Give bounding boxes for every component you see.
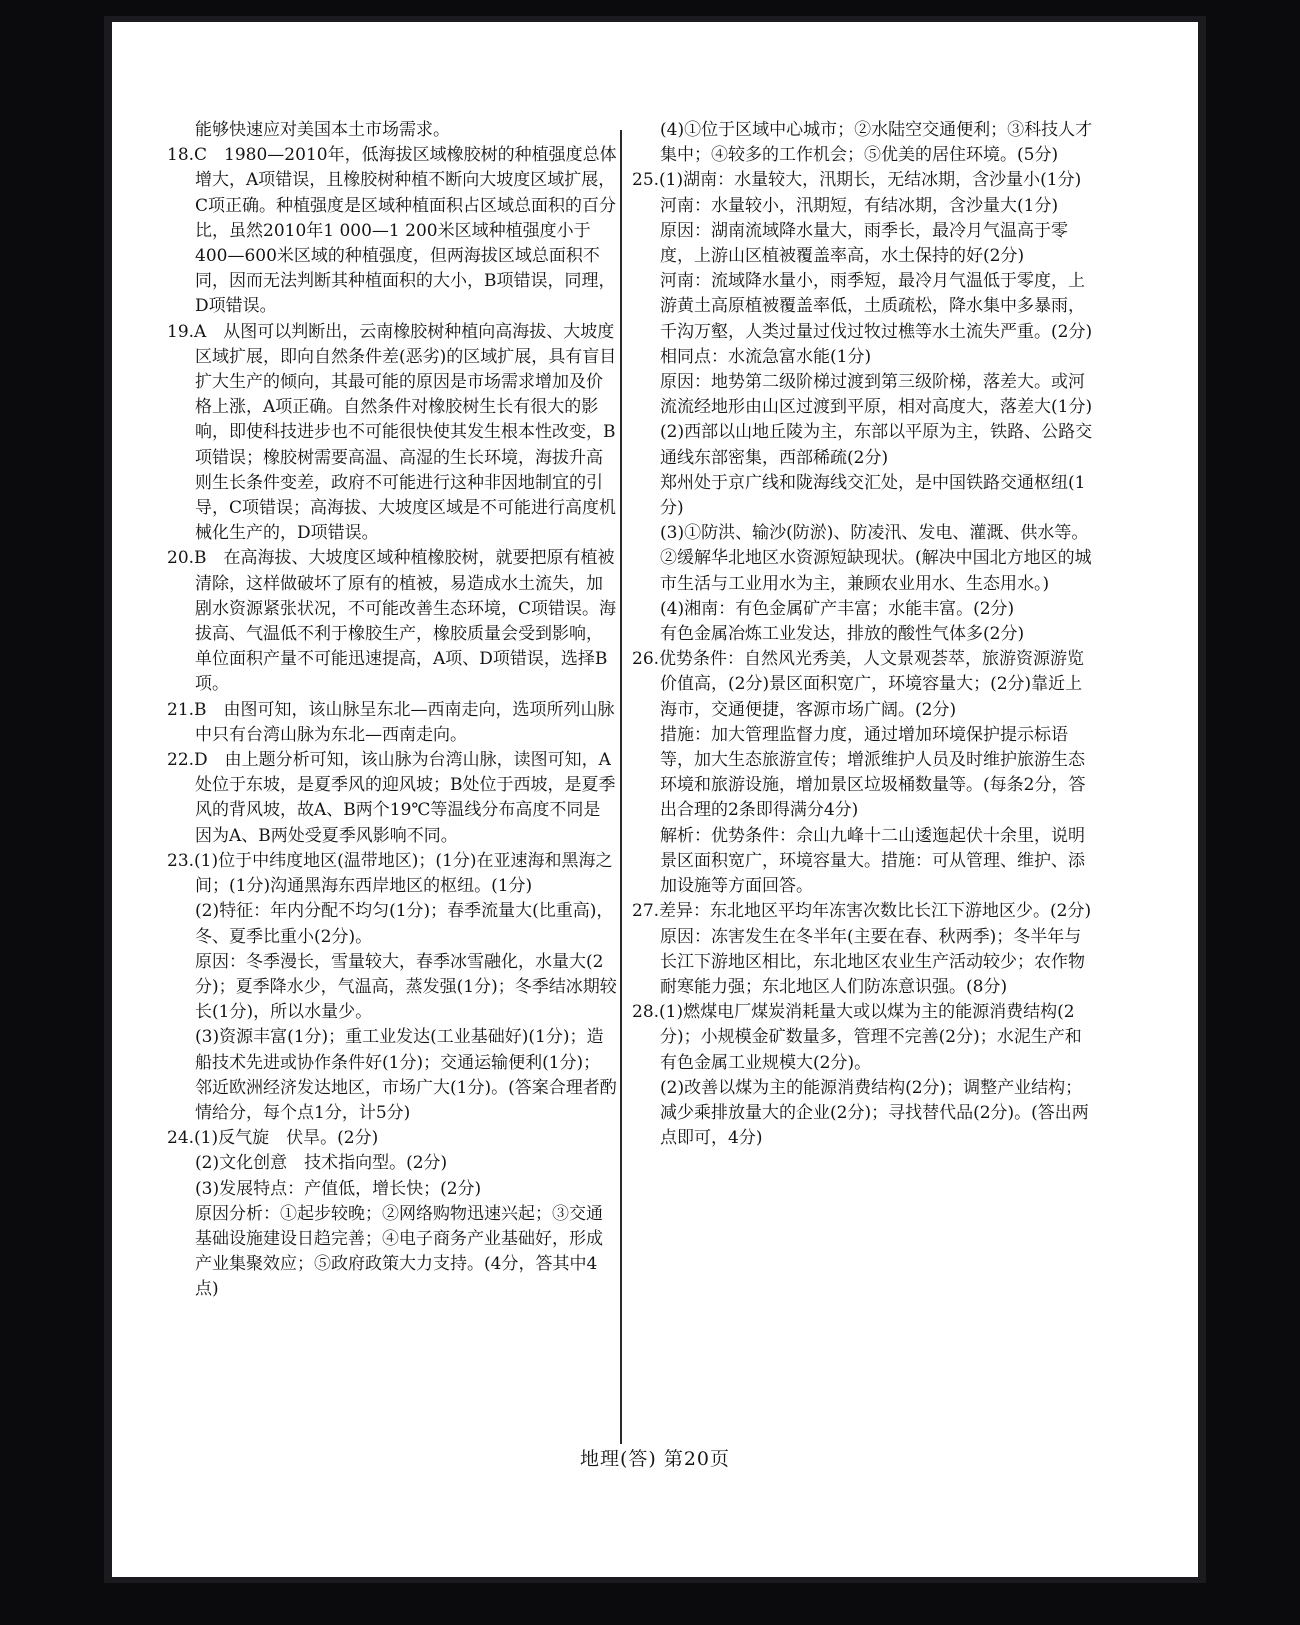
answer-item: 28.(1)燃煤电厂煤炭消耗量大或以煤为主的能源消费结构(2分)；小规模金矿数量多，管理不完善(2分)；水泥生产和有色金属工业规模大(2分)。 <box>632 1002 1082 1073</box>
right-column <box>632 118 1098 1151</box>
answer-paragraph: 原因：冻害发生在冬半年(主要在春、秋两季)；冬半年与长江下游地区相比，东北地区农业生产活动较少；农作物耐寒能力强；东北地区人们防冻意识强。(8分) <box>660 926 1085 997</box>
answer-item: 22.D 由上题分析可知，该山脉为台湾山脉，读图可知，A处位于东坡，是夏季风的迎风坡；B处位于西坡，是夏季风的背风坡，故A、B两个19℃等温线分布高度不同是因为A、B两处受夏季风影响不同。 <box>167 750 616 846</box>
answer-item: 20.B 在高海拔、大坡度区域种植橡胶树，就要把原有植被清除，这样做破坏了原有的植被，易造成水土流失，加剧水资源紧张状况，不可能改善生态环境，C项错误。海拔高、气温低不利于橡胶生产，橡胶质量会受到影响，单位面积产量不可能迅速提高，A项、D项错误，选择B项。 <box>167 548 617 695</box>
answer-paragraph: 郑州处于京广线和陇海线交汇处，是中国铁路交通枢纽(1分) <box>660 472 1086 519</box>
answer-paragraph: (3)①防洪、输沙(防淤)、防凌汛、发电、灌溉、供水等。②缓解华北地区水资源短缺现状。(解决中国北方地区的城市生活与工业用水为主，兼顾农业用水、生态用水。) <box>660 523 1092 594</box>
answer-paragraph: 原因：地势第二级阶梯过渡到第三级阶梯，落差大。或河流流经地形由山区过渡到平原，相对高度大，落差大(1分) <box>660 372 1093 418</box>
answer-paragraph: 河南：流域降水量小，雨季短，最冷月气温低于零度，上游黄土高原植被覆盖率低，土质疏松，降水集中多暴雨，千沟万壑，人类过量过伐过牧过樵等水土流失严重。(2分) <box>660 271 1093 342</box>
answer-paragraph: 措施：加大管理监督力度，通过增加环境保护提示标语等，加大生态旅游宣传；增派维护人员及时维护旅游生态环境和旅游设施，增加景区垃圾桶数量等。(每条2分，答出合理的2条即得满分4分) <box>660 724 1086 821</box>
answer-item: 24.(1)反气旋 伏旱。(2分) <box>167 1128 379 1149</box>
answer-paragraph: 原因分析：①起步较晚；②网络购物迅速兴起；③交通基础设施建设日趋完善；④电子商务产业基础好，形成产业集聚效应；⑤政府政策大力支持。(4分，答其中4点) <box>195 1203 603 1300</box>
page-footer: 地理(答) 第20页 <box>579 1448 731 1470</box>
answer-paragraph: 有色金属冶炼工业发达，排放的酸性气体多(2分) <box>660 624 1025 645</box>
answer-paragraph: (2)西部以山地丘陵为主，东部以平原为主，铁路、公路交通线东部密集，西部稀疏(2分) <box>660 422 1093 468</box>
answer-paragraph: 能够快速应对美国本土市场需求。 <box>195 120 450 140</box>
answer-item: 25.(1)湖南：水量较大，汛期长，无结冰期，含沙量小(1分) <box>632 170 1082 191</box>
answer-paragraph: (3)发展特点：产值低，增长快；(2分) <box>195 1178 482 1199</box>
answer-item: 19.A 从图可以判断出，云南橡胶树种植向高海拔、大坡度区域扩展，即向自然条件差(恶劣)的区域扩展，具有盲目扩大生产的倾向，其最可能的原因是市场需求增加及价格上涨，A项正确。自然条件对橡胶树生长有很大的影响，即使科技进步也不可能很快使其发生根本性改变，B项错误；橡胶树需要高温、高湿的生长环境，海拔升高则生长条件变差，政府不可能进行这种非因地制宜的引导，C项错误；高海拔、大坡度区域是不可能进行高度机械化生产的，D项错误。 <box>167 321 617 544</box>
answer-paragraph: (4)①位于区域中心城市；②水陆空交通便利；③科技人才集中；④较多的工作机会；⑤优美的居住环境。(5分) <box>660 120 1093 166</box>
answer-item: 26.优势条件：自然风光秀美，人文景观荟萃，旅游资源游览价值高，(2分)景区面积宽广，环境容量大；(2分)靠近上海市，交通便捷，客源市场广阔。(2分) <box>632 649 1085 720</box>
answer-sheet <box>112 22 1198 1577</box>
answer-paragraph: (2)改善以煤为主的能源消费结构(2分)；调整产业结构；减少乘排放量大的企业(2分)；寻找替代品(2分)。(答出两点即可，4分) <box>660 1077 1089 1149</box>
answer-item: 18.C 1980—2010年，低海拔区域橡胶树的种植强度总体增大，A项错误，且橡胶树种植不断向大坡度区域扩展，C项正确。种植强度是区域种植面积占区域总面积的百分比，虽然2010年1 000—1 200米区域种植强度小于400—600米区域的种植强度，但两海拔区域总面积不同，因而无法判断其种植面积的大小，B项错误，同理，D项错误。 <box>167 145 617 317</box>
answer-paragraph: (4)湘南：有色金属矿产丰富；水能丰富。(2分) <box>660 598 1015 619</box>
answer-paragraph: 解析：优势条件：佘山九峰十二山逶迤起伏十余里，说明景区面积宽广，环境容量大。措施：可从管理、维护、添加设施等方面回答。 <box>660 825 1085 897</box>
answer-item: 23.(1)位于中纬度地区(温带地区)；(1分)在亚速海和黑海之间；(1分)沟通黑海东西岸地区的枢纽。(1分) <box>167 850 613 897</box>
answer-paragraph: 原因：湖南流域降水量大，雨季长，最冷月气温高于零度，上游山区植被覆盖率高，水土保持的好(2分) <box>660 220 1068 267</box>
answer-item: 21.B 由图可知，该山脉呈东北—西南走向，选项所列山脉中只有台湾山脉为东北—西南走向。 <box>167 699 615 745</box>
answer-paragraph: 原因：冬季漫长，雪量较大，春季冰雪融化，水量大(2分)；夏季降水少，气温高，蒸发强(1分)；冬季结冰期较长(1分)，所以水量少。 <box>195 951 617 1023</box>
left-column <box>167 118 617 1303</box>
answer-paragraph: (3)资源丰富(1分)；重工业发达(工业基础好)(1分)；造船技术先进或协作条件好(1分)；交通运输便利(1分)；邻近欧洲经济发达地区，市场广大(1分)。(答案合理者酌情给分，每个点1分，计5分) <box>195 1027 617 1123</box>
answer-paragraph: 河南：水量较小，汛期短，有结冰期，含沙量大(1分) <box>660 195 1059 216</box>
answer-paragraph: (2)特征：年内分配不均匀(1分)；春季流量大(比重高)，冬、夏季比重小(2分)。 <box>195 901 614 947</box>
column-divider <box>620 130 622 1444</box>
answer-paragraph: 相同点：水流急富水能(1分) <box>660 346 872 367</box>
answer-item: 27.差异：东北地区平均年冻害次数比长江下游地区少。(2分) <box>632 901 1092 922</box>
answer-paragraph: (2)文化创意 技术指向型。(2分) <box>195 1153 448 1174</box>
